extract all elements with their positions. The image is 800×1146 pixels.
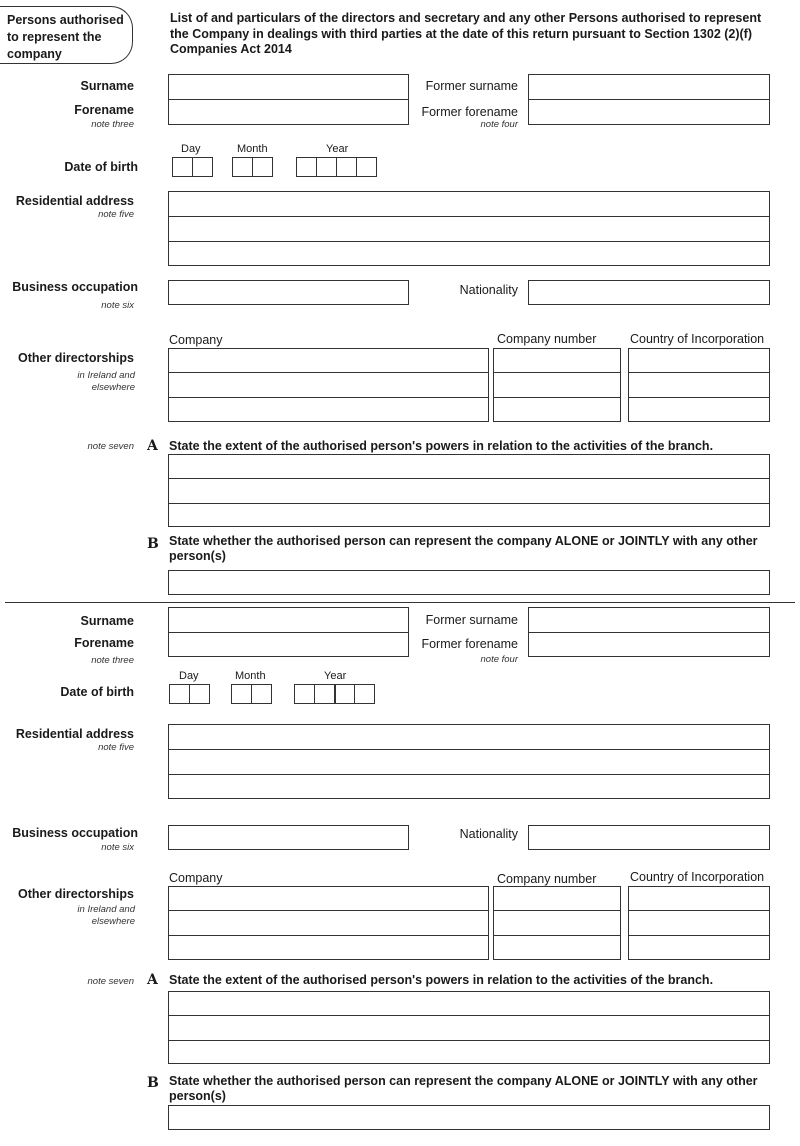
powers-field[interactable]	[168, 454, 770, 527]
month-label: Month	[237, 143, 268, 155]
section-tab-title: Persons authorised to represent the company	[7, 13, 124, 61]
note-seven: note seven	[87, 976, 134, 987]
other-directorships-company-field[interactable]	[168, 348, 489, 422]
note-seven: note seven	[87, 441, 134, 452]
nationality-label: Nationality	[459, 283, 518, 297]
forename-field[interactable]	[168, 99, 409, 125]
nationality-field[interactable]	[528, 825, 770, 850]
surname-field[interactable]	[168, 607, 409, 633]
representation-field[interactable]	[168, 1105, 770, 1130]
section-header: List of and particulars of the directors and secretary and any other Persons authorised to represent the Company in dealings with third parties at the date of this return pursuant to Section 1302 (2)(f) Companies Act 2014	[170, 11, 762, 56]
in-ireland-note: in Ireland and elsewhere	[77, 904, 135, 927]
month-label: Month	[235, 670, 266, 682]
note-four: note four	[480, 654, 518, 665]
surname-label: Surname	[80, 614, 134, 628]
day-label: Day	[179, 670, 199, 682]
business-occupation-field[interactable]	[168, 825, 409, 850]
in-ireland-note: in Ireland and elsewhere	[77, 370, 135, 393]
day-label: Day	[181, 143, 201, 155]
company-number-column-label: Company number	[497, 332, 597, 346]
block-divider	[5, 602, 795, 603]
question-a-letter: A	[147, 438, 158, 454]
nationality-field[interactable]	[528, 280, 770, 305]
residential-address-label: Residential address	[15, 194, 134, 208]
date-of-birth-label: Date of birth	[64, 160, 138, 174]
question-a-text: State the extent of the authorised person's powers in relation to the activities of the branch.	[169, 439, 714, 453]
question-b-letter: B	[147, 1075, 159, 1091]
note-four: note four	[480, 119, 518, 130]
surname-label: Surname	[80, 79, 134, 93]
note-six: note six	[101, 842, 134, 853]
note-three: note three	[91, 655, 134, 666]
former-forename-field[interactable]	[528, 99, 770, 125]
note-six: note six	[101, 300, 134, 311]
other-directorships-number-field[interactable]	[493, 348, 621, 422]
note-five: note five	[98, 742, 134, 753]
business-occupation-label: Business occupation	[12, 280, 138, 294]
forename-label: Forename	[74, 636, 134, 650]
former-surname-field[interactable]	[528, 74, 770, 100]
other-directorships-label: Other directorships	[18, 351, 134, 365]
country-column-label: Country of Incorporation	[630, 332, 765, 346]
company-column-label: Company	[169, 333, 223, 347]
residential-address-field[interactable]	[168, 724, 770, 799]
other-directorships-company-field[interactable]	[168, 886, 489, 960]
question-b-letter: B	[147, 536, 159, 552]
other-directorships-country-field[interactable]	[628, 348, 770, 422]
former-forename-label: Former forename	[421, 637, 518, 651]
company-column-label: Company	[169, 871, 223, 885]
note-five: note five	[98, 209, 134, 220]
country-column-label: Country of Incorporation	[630, 870, 765, 884]
former-forename-field[interactable]	[528, 632, 770, 657]
forename-field[interactable]	[168, 632, 409, 657]
residential-address-label: Residential address	[15, 727, 134, 741]
note-three: note three	[91, 119, 134, 130]
former-surname-field[interactable]	[528, 607, 770, 633]
business-occupation-label: Business occupation	[12, 826, 138, 840]
company-number-column-label: Company number	[497, 872, 597, 886]
nationality-label: Nationality	[459, 827, 518, 841]
question-a-text: State the extent of the authorised person's powers in relation to the activities of the branch.	[169, 973, 714, 987]
year-label: Year	[326, 143, 349, 155]
other-directorships-country-field[interactable]	[628, 886, 770, 960]
business-occupation-field[interactable]	[168, 280, 409, 305]
other-directorships-label: Other directorships	[18, 887, 134, 901]
representation-field[interactable]	[168, 570, 770, 595]
surname-field[interactable]	[168, 74, 409, 100]
powers-field[interactable]	[168, 991, 770, 1064]
forename-label: Forename	[74, 103, 134, 117]
former-forename-label: Former forename	[421, 105, 518, 119]
other-directorships-number-field[interactable]	[493, 886, 621, 960]
date-of-birth-label: Date of birth	[60, 685, 134, 699]
question-b-text: State whether the authorised person can represent the company ALONE or JOINTLY with any other person(s)	[169, 1074, 758, 1103]
question-b-text: State whether the authorised person can represent the company ALONE or JOINTLY with any other person(s)	[169, 534, 758, 563]
question-a-letter: A	[147, 972, 158, 988]
former-surname-label: Former surname	[425, 79, 518, 93]
former-surname-label: Former surname	[425, 613, 518, 627]
residential-address-field[interactable]	[168, 191, 770, 266]
year-label: Year	[324, 670, 347, 682]
